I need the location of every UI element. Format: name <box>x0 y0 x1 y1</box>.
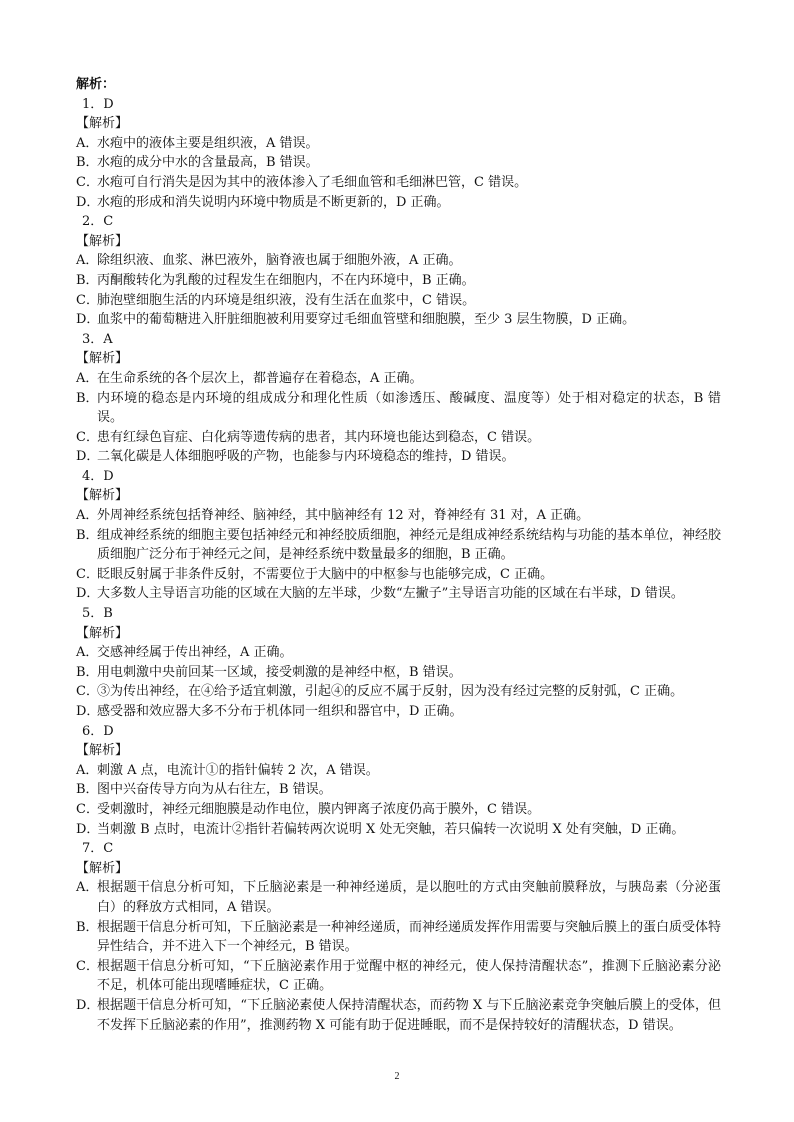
option-letter: B． <box>76 272 99 288</box>
question-answer: 5．B <box>82 606 113 622</box>
option-text: 除组织液、血浆、淋巴液外，脑脊液也属于细胞外液，A 正确。 <box>97 253 462 269</box>
option-letter: A． <box>76 645 99 661</box>
option-letter: D． <box>76 704 100 719</box>
question-block <box>76 95 721 213</box>
question-answer: 6．D <box>82 723 114 739</box>
question-block <box>76 330 721 467</box>
option-text: 患有红绿色盲症、白化病等遗传病的患者，其内环境也能达到稳态，C 错误。 <box>97 429 541 445</box>
option-text: 外周神经系统包括脊神经、脑神经，其中脑神经有 12 对，脊神经有 31 对，A 正确。 <box>97 508 590 524</box>
analysis-label: 【解析】 <box>76 233 129 249</box>
option-explanation <box>76 310 721 330</box>
option-explanation <box>76 526 721 565</box>
question-answer: 7．C <box>82 841 114 857</box>
option-explanation <box>76 800 721 820</box>
option-text: 二氧化碳是人体细胞呼吸的产物，也能参与内环境稳态的维持，D 错误。 <box>97 449 515 465</box>
option-letter: C． <box>76 429 99 445</box>
option-explanation <box>76 702 721 722</box>
option-letter: D． <box>76 997 100 1013</box>
option-explanation <box>76 565 721 585</box>
option-explanation <box>76 153 721 173</box>
section-heading: 解析： <box>76 77 116 92</box>
question-block <box>76 722 721 840</box>
option-explanation <box>76 682 721 702</box>
option-text: 大多数人主导语言功能的区域在大脑的左半球，少数“左撇子”主导语言功能的区域在右半球，D 错误。 <box>97 586 684 602</box>
option-letter: A． <box>76 508 99 524</box>
analysis-label: 【解析】 <box>76 743 129 759</box>
option-explanation <box>76 663 721 683</box>
option-explanation <box>76 996 721 1035</box>
option-text: 在生命系统的各个层次上，都普遍存在着稳态，A 正确。 <box>97 370 423 386</box>
option-text: 眨眼反射属于非条件反射，不需要位于大脑中的中枢参与也能够完成，C 正确。 <box>97 566 554 582</box>
option-letter: C． <box>76 958 99 974</box>
question-answer: 1．D <box>82 96 114 112</box>
option-letter: D． <box>76 821 100 837</box>
analysis-label: 【解析】 <box>76 351 129 367</box>
analysis-label: 【解析】 <box>76 116 129 132</box>
option-letter: B． <box>76 664 99 680</box>
question-answer: 4．D <box>82 468 114 484</box>
option-letter: B． <box>76 155 99 171</box>
question-answer: 3．A <box>82 331 113 347</box>
option-letter: D． <box>76 194 100 210</box>
option-text: 水疱的成分中水的含量最高，B 错误。 <box>97 155 319 171</box>
option-letter: D． <box>76 586 100 602</box>
option-text: ③为传出神经，在④给予适宜刺激，引起④的反应不属于反射，因为没有经过完整的反射弧，C 正确。 <box>97 684 684 700</box>
option-letter: B． <box>76 782 99 798</box>
option-text: 内环境的稳态是内环境的组成成分和理化性质（如渗透压、酸碱度、温度等）处于相对稳定的状态，B 错误。 <box>97 390 721 426</box>
option-text: 根据题干信息分析可知，下丘脑泌素是一种神经递质，是以胞吐的方式由突触前膜释放，与胰岛素（分泌蛋白）的释放方式相同，A 错误。 <box>97 880 721 915</box>
question-block <box>76 839 721 1035</box>
option-letter: A． <box>76 762 99 778</box>
option-explanation <box>76 918 721 957</box>
question-block <box>76 604 721 722</box>
option-text: 交感神经属于传出神经，A 正确。 <box>97 645 293 661</box>
option-letter: A． <box>76 135 99 151</box>
analysis-label: 【解析】 <box>76 488 129 504</box>
option-text: 丙酮酸转化为乳酸的过程发生在细胞内，不在内环境中，B 正确。 <box>97 272 475 288</box>
option-letter: C． <box>76 174 99 190</box>
option-letter: D． <box>76 449 100 465</box>
option-letter: A． <box>76 370 99 386</box>
option-explanation <box>76 271 721 291</box>
option-text: 用电刺激中央前回某一区域，接受刺激的是神经中枢，B 错误。 <box>97 664 462 680</box>
option-explanation <box>76 389 721 428</box>
option-explanation <box>76 957 721 996</box>
option-text: 肺泡壁细胞生活的内环境是组织液，没有生活在血浆中，C 错误。 <box>97 292 476 308</box>
option-text: 水疱中的液体主要是组织液，A 错误。 <box>97 135 319 151</box>
option-text: 血浆中的葡萄糖进入肝脏细胞被利用要穿过毛细血管壁和细胞膜，至少 3 层生物膜，D 正确。 <box>97 312 636 328</box>
option-explanation <box>76 369 721 389</box>
option-text: 图中兴奋传导方向为从右往左，B 错误。 <box>97 782 332 798</box>
option-letter: A． <box>76 880 99 896</box>
option-text: 组成神经系统的细胞主要包括神经元和神经胶质细胞，神经元是组成神经系统结构与功能的基本单位，神经胶质细胞广泛分布于神经元之间，是神经系统中数量最多的细胞，B 正确。 <box>97 527 722 563</box>
option-text: 水疱的形成和消失说明内环境中物质是不断更新的，D 正确。 <box>97 194 450 210</box>
option-text: 感受器和效应器大多不分布于机体同一组织和器官中，D 正确。 <box>97 704 463 719</box>
page-number: 2 <box>394 1071 400 1082</box>
option-letter: A． <box>76 253 99 269</box>
option-text: 根据题干信息分析可知，下丘脑泌素是一种神经递质，而神经递质发挥作用需要与突触后膜上的蛋白质受体特异性结合，并不进入下一个神经元，B 错误。 <box>97 919 722 955</box>
option-explanation <box>76 780 721 800</box>
answer-analysis-section <box>76 75 721 1035</box>
option-letter: B． <box>76 919 99 935</box>
option-letter: B． <box>76 527 99 543</box>
option-letter: D． <box>76 312 100 328</box>
option-letter: C． <box>76 566 99 582</box>
question-answer: 2．C <box>82 214 114 230</box>
option-explanation <box>76 506 721 526</box>
option-explanation <box>76 251 721 271</box>
question-list <box>76 95 721 1036</box>
option-explanation <box>76 173 721 193</box>
option-explanation <box>76 820 721 840</box>
question-block <box>76 212 721 330</box>
option-text: 刺激 A 点，电流计①的指针偏转 2 次，A 错误。 <box>97 762 379 778</box>
option-text: 水疱可自行消失是因为其中的液体渗入了毛细血管和毛细淋巴管，C 错误。 <box>97 174 528 190</box>
option-letter: C． <box>76 292 99 308</box>
option-explanation <box>76 447 721 467</box>
option-explanation <box>76 428 721 448</box>
option-explanation <box>76 643 721 663</box>
option-text: 根据题干信息分析可知，“下丘脑泌素使人保持清醒状态，而药物 X 与下丘脑泌素竞争突触后膜上的受体，但不发挥下丘脑泌素的作用”，推测药物 X 可能有助于促进睡眠，而不是保持较好的清醒状态，D 错误。 <box>97 997 721 1033</box>
option-explanation <box>76 193 721 213</box>
analysis-label: 【解析】 <box>76 860 129 876</box>
option-explanation <box>76 878 721 917</box>
option-explanation <box>76 134 721 154</box>
option-explanation <box>76 761 721 781</box>
option-text: 根据题干信息分析可知，“下丘脑泌素作用于觉醒中枢的神经元，使人保持清醒状态”，推测下丘脑泌素分泌不足，机体可能出现嗜睡症状，C 正确。 <box>97 958 721 994</box>
option-explanation <box>76 291 721 311</box>
option-letter: C． <box>76 801 99 817</box>
option-explanation <box>76 584 721 604</box>
option-letter: C． <box>76 684 99 700</box>
question-block <box>76 467 721 604</box>
option-text: 当刺激 B 点时，电流计②指针若偏转两次说明 X 处无突触，若只偏转一次说明 X 处有突触，D 正确。 <box>97 821 685 837</box>
option-letter: B． <box>76 390 99 406</box>
analysis-label: 【解析】 <box>76 625 129 641</box>
option-text: 受刺激时，神经元细胞膜是动作电位，膜内钾离子浓度仍高于膜外，C 错误。 <box>97 801 541 817</box>
